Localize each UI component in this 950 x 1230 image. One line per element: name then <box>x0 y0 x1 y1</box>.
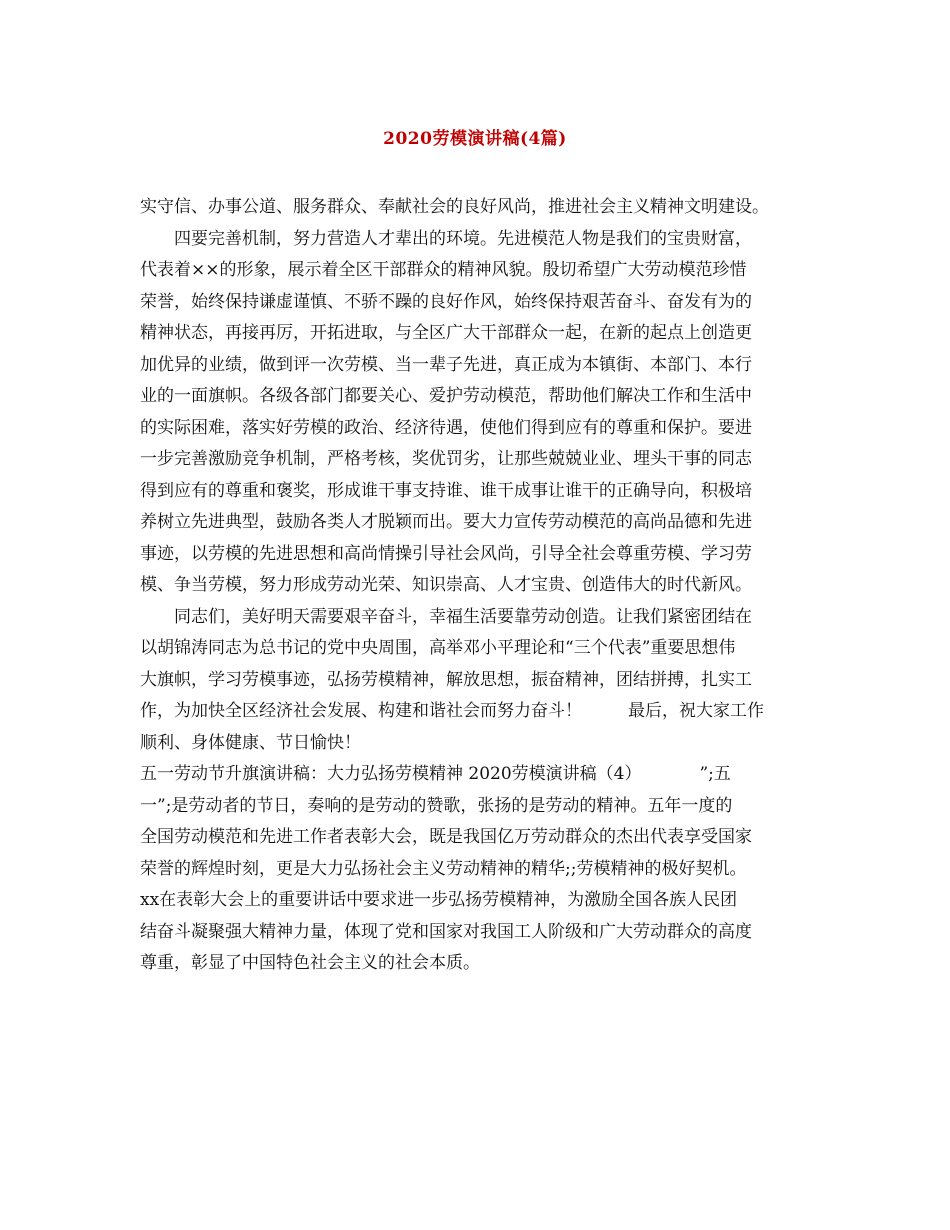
text-line: 得到应有的尊重和褒奖，形成谁干事支持谁、谁干成事让谁干的正确导向，积极培 <box>140 480 752 501</box>
text-segment: ”;五 <box>699 764 731 784</box>
text-line: xx在表彰大会上的重要讲话中要求进一步弘扬劳模精神，为激励全国各族人民团 <box>140 890 738 910</box>
text-line: 模、争当劳模，努力形成劳动光荣、知识崇高、人才宝贵、创造伟大的时代新风。 <box>140 575 752 595</box>
text-line: 业的一面旗帜。各级各部门都要关心、爱护劳动模范，帮助他们解决工作和生活中 <box>140 386 752 406</box>
document-title: 2020劳模演讲稿(4篇) <box>383 129 567 149</box>
text-line: 事迹，以劳模的先进思想和高尚情操引导社会风尚，引导全社会尊重劳模、学习劳 <box>140 543 752 564</box>
text-line: 代表着××的形象，展示着全区干部群众的精神风貌。殷切希望广大劳动模范珍惜 <box>140 260 747 280</box>
text-segment: 最后，祝大家工作 <box>628 701 764 721</box>
text-line: 顺利、身体健康、节日愉快！ <box>140 732 361 753</box>
text-line: 养树立先进典型，鼓励各类人才脱颖而出。要大力宣传劳动模范的高尚品德和先进 <box>140 512 752 532</box>
text-line: 荣誉，始终保持谦虚谨慎、不骄不躁的良好作风，始终保持艰苦奋斗、奋发有为的 <box>140 291 752 312</box>
text-line-split <box>140 759 830 791</box>
text-line: 以胡锦涛同志为总书记的党中央周围，高举邓小平理论和“三个代表”重要思想伟 <box>140 638 736 658</box>
text-line: 加优异的业绩，做到评一次劳模、当一辈子先进，真正成为本镇街、本部门、本行 <box>140 354 752 375</box>
text-line: 一”;是劳动者的节日，奏响的是劳动的赞歌，张扬的是劳动的精神。五年一度的 <box>140 795 733 816</box>
paragraph-first-line: 同志们，美好明天需要艰辛奋斗，幸福生活要靠劳动创造。让我们紧密团结在 <box>174 606 752 627</box>
text-line: 大旗帜，学习劳模事迹，弘扬劳模精神，解放思想，振奋精神，团结拼搏，扎实工 <box>140 669 752 690</box>
text-segment: 五一劳动节升旗演讲稿：大力弘扬劳模精神 2020劳模演讲稿（4） <box>140 764 642 784</box>
text-line: 尊重，彰显了中国特色社会主义的社会本质。 <box>140 953 480 973</box>
text-segment: 作，为加快全区经济社会发展、构建和谐社会而努力奋斗！ <box>140 701 582 721</box>
text-line: 一步完善激励竞争机制，严格考核，奖优罚劣，让那些兢兢业业、埋头干事的同志 <box>140 449 752 469</box>
text-line-split <box>140 696 830 728</box>
text-line: 荣誉的辉煌时刻，更是大力弘扬社会主义劳动精神的精华;;劳模精神的极好契机。 <box>140 858 747 879</box>
document-body <box>140 192 830 980</box>
text-line: 全国劳动模范和先进工作者表彰大会，既是我国亿万劳动群众的杰出代表享受国家 <box>140 827 752 847</box>
text-line: 结奋斗凝聚强大精神力量，体现了党和国家对我国工人阶级和广大劳动群众的高度 <box>140 921 752 942</box>
text-line: 实守信、办事公道、服务群众、奉献社会的良好风尚，推进社会主义精神文明建设。 <box>140 197 769 217</box>
text-line: 的实际困难，落实好劳模的政治、经济待遇，使他们得到应有的尊重和保护。要进 <box>140 417 752 438</box>
paragraph-first-line: 四要完善机制，努力营造人才辈出的环境。先进模范人物是我们的宝贵财富， <box>174 228 752 249</box>
text-line: 精神状态，再接再厉，开拓进取，与全区广大干部群众一起，在新的起点上创造更 <box>140 323 752 343</box>
